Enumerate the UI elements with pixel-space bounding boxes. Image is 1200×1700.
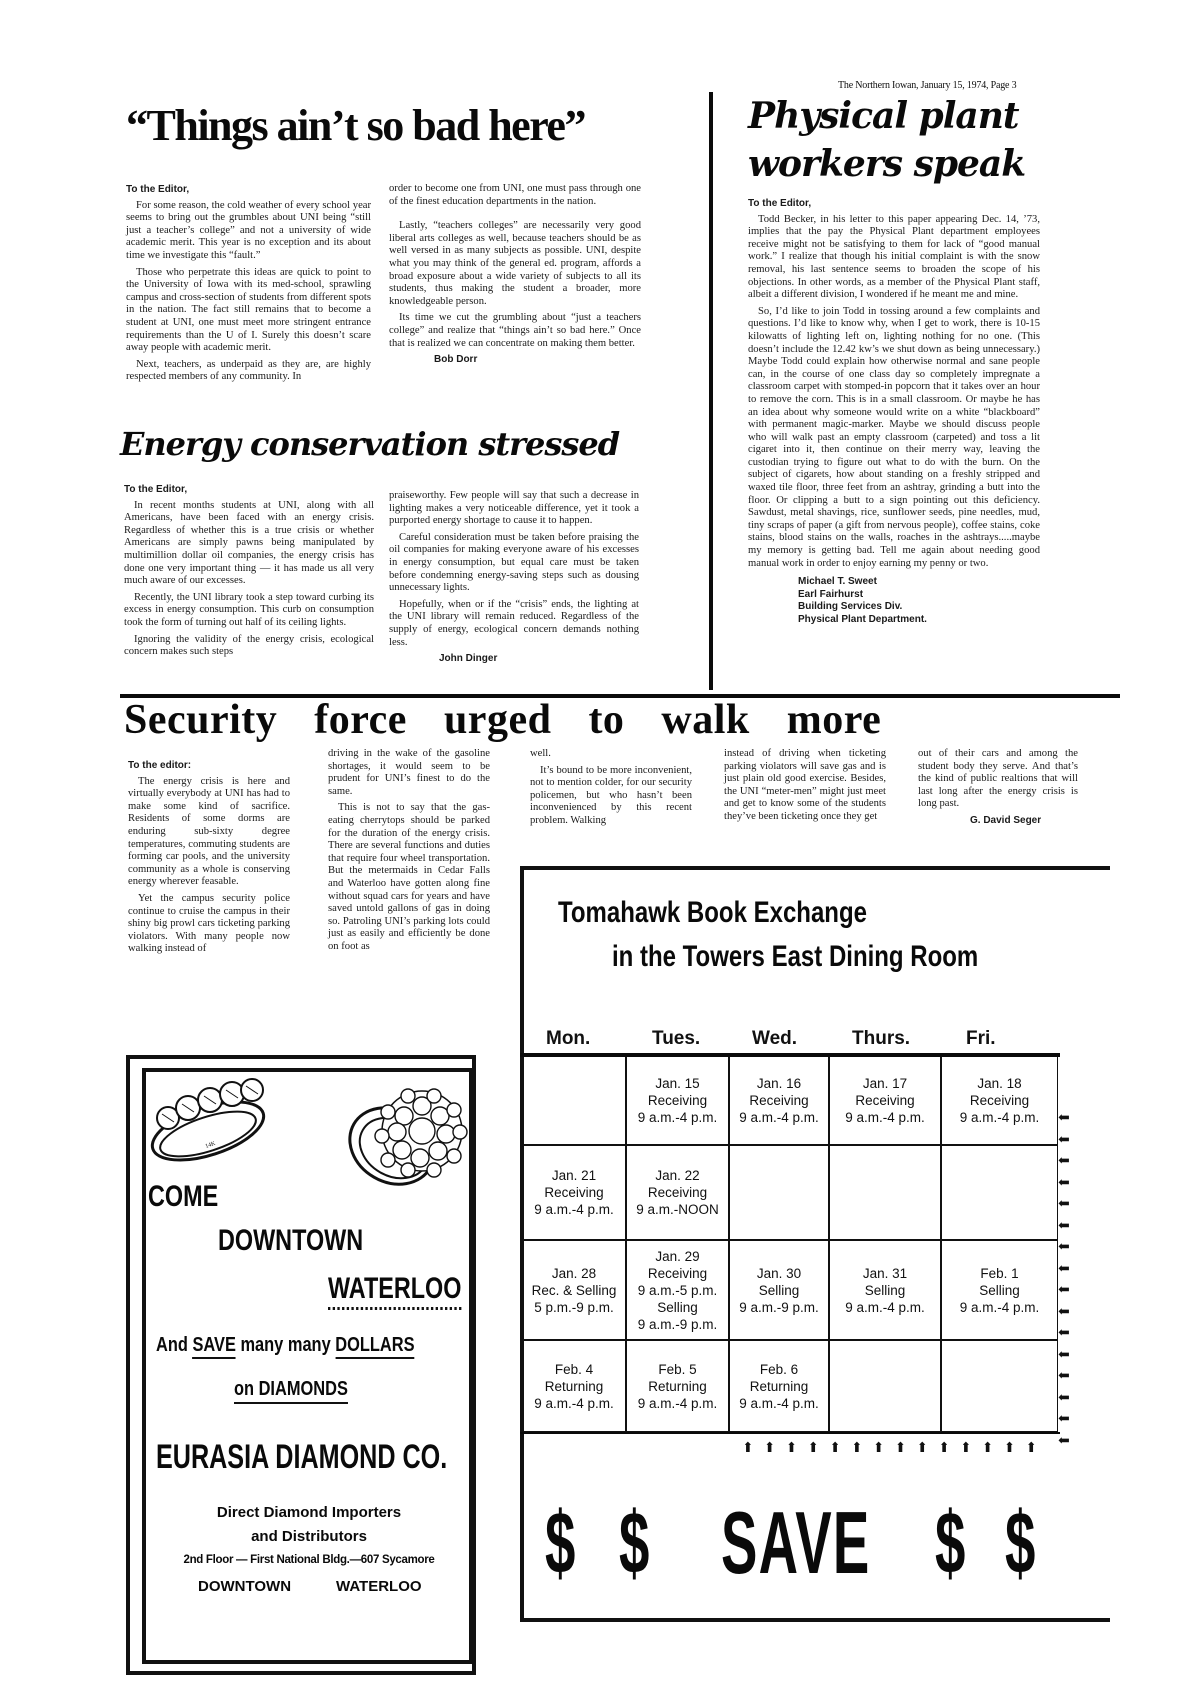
paragraph: Recently, the UNI library took a step toward curbing its excess in energy consumption. This curb on consumption took the form of turning out half of its ceiling lights. bbox=[124, 591, 374, 628]
cell-detail: Returning bbox=[544, 1378, 604, 1394]
paragraph: This is not to say that the gas-eating cherrytops should be parked for the duration of the energy crisis. There are several functions and duties that require four wheel transportation. But the metermaids in Cedar Falls and Waterloo have gotten along fine without squad cars for years and have saved untold gallons of gas in doing so. Patroling UNI’s parking lots could just as easily and efficiently be done on foot as bbox=[328, 802, 490, 952]
cell-date: Jan. 28 bbox=[551, 1265, 597, 1281]
cell-detail: Receiving bbox=[647, 1185, 708, 1200]
cell-detail: 9 a.m.-4 p.m. bbox=[637, 1395, 718, 1411]
cell-detail: Rec. & Selling bbox=[531, 1282, 617, 1298]
schedule-bottom-rule bbox=[520, 1432, 1060, 1434]
ad-word: many many bbox=[240, 1334, 331, 1356]
schedule-cell bbox=[941, 1240, 1058, 1340]
arrow-up-icon: ⬆ bbox=[872, 1441, 885, 1456]
security-column-2 bbox=[328, 748, 490, 958]
cell-date: Feb. 6 bbox=[759, 1361, 799, 1377]
arrow-up-icon: ⬆ bbox=[763, 1441, 776, 1456]
salutation: To the Editor, bbox=[126, 184, 190, 195]
arrow-up-icon: ⬆ bbox=[807, 1441, 820, 1456]
arrow-left-icon: ⬅ bbox=[1058, 1283, 1070, 1298]
ad-word-save: SAVE bbox=[192, 1334, 235, 1359]
day-header-tues: Tues. bbox=[652, 1028, 701, 1049]
cell-detail: 9 a.m.-4 p.m. bbox=[739, 1395, 819, 1411]
schedule-cell bbox=[729, 1340, 829, 1432]
ad-line-downtown: DOWNTOWN bbox=[218, 1224, 364, 1257]
dollar-sign: $ bbox=[1005, 1493, 1036, 1592]
schedule-cell bbox=[522, 1240, 626, 1340]
schedule-cell bbox=[729, 1057, 829, 1145]
things-column-1 bbox=[126, 184, 371, 388]
paragraph: Its time we cut the grumbling about “just a teachers college” and realize that “things ain’t so bad here.” Once that is realized we can concentrate on making them better. bbox=[389, 312, 641, 349]
arrow-left-icon: ⬅ bbox=[1058, 1304, 1070, 1320]
cell-detail: 9 a.m.-4 p.m. bbox=[959, 1299, 1040, 1315]
eternity-ring-icon bbox=[146, 1076, 276, 1166]
ad-save-dollars-line bbox=[156, 1334, 471, 1357]
cell-detail: Receiving bbox=[647, 1093, 708, 1108]
schedule-cell bbox=[829, 1145, 941, 1240]
cell-date: Feb. 4 bbox=[554, 1361, 594, 1377]
ad-footer-waterloo: WATERLOO bbox=[336, 1578, 422, 1595]
schedule-cell bbox=[626, 1057, 729, 1145]
paragraph: Lastly, “teachers colleges” are necessarily very good liberal arts colleges as well, because teachers should be as well versed in as many subjects as possible. UNI, despite what you may think of the general ed. program, affords a broad exposure about a wide variety of subjects to all its students, thus making the student a broader, more knowledgeable person. bbox=[389, 220, 641, 307]
security-column-3 bbox=[530, 748, 692, 832]
cell-detail: 9 a.m.-4 p.m. bbox=[959, 1110, 1040, 1125]
arrow-left-icon: ⬅ bbox=[1058, 1154, 1070, 1169]
tomahawk-title-line-2: in the Towers East Dining Room bbox=[612, 940, 979, 973]
arrow-up-icon: ⬆ bbox=[785, 1441, 798, 1456]
schedule-cell bbox=[626, 1145, 729, 1240]
cell-detail: Selling bbox=[657, 1299, 698, 1315]
arrow-up-icon: ⬆ bbox=[916, 1441, 929, 1456]
cell-detail: Receiving bbox=[544, 1185, 604, 1200]
day-header-wed: Wed. bbox=[752, 1028, 798, 1049]
signature: Bob Dorr bbox=[434, 354, 478, 366]
cell-detail: 9 a.m.-4 p.m. bbox=[534, 1202, 614, 1217]
paragraph: praiseworthy. Few people will say that such a decrease in lighting makes a very noticeable difference, yet it took a purported energy shortage to cause it to happen. bbox=[389, 490, 639, 527]
schedule-cell bbox=[941, 1340, 1058, 1432]
headline-security-force: Security force urged to walk more bbox=[124, 697, 882, 743]
signature-line: Michael T. Sweet bbox=[798, 576, 877, 588]
ad-tagline-1: Direct Diamond Importers bbox=[216, 1504, 402, 1521]
paragraph: In recent months students at UNI, along with all Americans, have been faced with an energy crisis. Regardless of whether this is a true crisis or whether Americans are simply pawns being manipulated by multimillion dollar oil companies, the energy crisis has done one very important thing — it has made us all very much aware of our excesses. bbox=[124, 499, 374, 587]
cell-date: Jan. 21 bbox=[551, 1168, 597, 1183]
save-word: SAVE bbox=[721, 1493, 871, 1592]
paragraph: The energy crisis is here and virtually everybody at UNI has had to make some kind of sacrifice. Residents of some dorms are enduring sub-sixty degree temperatures, commuting students are forming car pools, and the university community as a whole is conserving energy wherever feasable. bbox=[128, 775, 290, 888]
paragraph: Next, teachers, as underpaid as they are, are highly respected members of any community. In bbox=[126, 358, 371, 383]
things-column-2 bbox=[389, 183, 641, 367]
paragraph: driving in the wake of the gasoline shortages, it would seem to be prudent for UNI’s finest to do the same. bbox=[328, 748, 490, 797]
headline-things-aint-so-bad: “Things ain’t so bad here” bbox=[126, 101, 585, 150]
arrow-up-icon: ⬆ bbox=[742, 1441, 754, 1456]
salutation: To the editor: bbox=[128, 760, 192, 771]
arrow-left-icon: ⬅ bbox=[1058, 1240, 1070, 1255]
paragraph: Yet the campus security police continue to cruise the campus in their shiny big prowl cars ticketing parking violators. With many people now walking instead of bbox=[128, 892, 290, 955]
schedule-cell bbox=[626, 1340, 729, 1432]
paragraph: instead of driving when ticketing parking violators will save gas and is just plain old good exercise. Besides, the UNI “meter-men” might just meet and get to know some of the students they’ve been ticketing once they get bbox=[724, 748, 886, 822]
schedule-cell bbox=[522, 1340, 626, 1432]
cell-detail: 9 a.m.-4 p.m. bbox=[534, 1395, 614, 1411]
ad-company-name: EURASIA DIAMOND CO. bbox=[156, 1438, 448, 1476]
paragraph: Todd Becker, in his letter to this paper appearing Dec. 14, ’73, implies that the pay the Physical Plant department employees receive might not be satisfying to them for lack of “good manual work.” I realize that though his initial complaint is with the snow removal, his last sentence seems to broaden the scope of his objections. In other words, as a member of the Physical Plant staff, albeit a different division, I wondered if he meant me and mine. bbox=[748, 213, 1040, 301]
salutation: To the Editor, bbox=[748, 198, 812, 209]
arrow-up-icon: ⬆ bbox=[1025, 1441, 1038, 1456]
paragraph: It’s bound to be more inconvenient, not to mention colder, for our security policemen, but who hasn’t been inconvenienced by this recent problem. Walking bbox=[530, 764, 692, 826]
signature-line: Physical Plant Department. bbox=[798, 613, 927, 625]
signature-line: Earl Fairhurst bbox=[798, 588, 864, 600]
day-header-mon: Mon. bbox=[546, 1028, 591, 1049]
cell-detail: Selling bbox=[979, 1282, 1020, 1298]
paragraph: So, I’d like to join Todd in tossing around a few complaints and questions. I’d like to know why, when I get to work, there is 10-15 kilowatts of lighting left on, lighting nothing for no one. (This doesn’t include the 12.42 kw’s we shut down as being unnecessary.) Maybe Todd could explain how otherwise normal and sane people can, in the course of one class day so completely impregnate a classroom carpet with stomped-in popcorn that it takes over an hour to remove the corn. This is in a small classroom. Or maybe he has an idea about why someone would write on a white “blackboard” with permanent magic-marker. Maybe we should discuss people who will walk past an empty classroom (carpeted) and toss a lit cigaret into it, then continue on their merry way, leaving the custodian trying to figure out what to do with the burn. On the subject of cigarets, how about standing on a freshly stripped and waxed tile floor, three feet from an ashtray, grinding a butt into the floor. Or clipping a butt to a sign pointing out this deficiency. Sawdust, metal shavings, rice, sunflower seeds, pine needles, mud, tiny scraps of paper (a gift from nervous people), coffee stains, coke stains, blood stains on the walls, roaches in the ashtrays.....maybe my memory is getting bad. Tell me again about needing good manual work in order to enjoy earning my penny or two. bbox=[748, 305, 1040, 569]
physical-plant-body bbox=[748, 198, 1040, 626]
arrow-left-icon: ⬅ bbox=[1058, 1412, 1070, 1427]
energy-column-1 bbox=[124, 484, 374, 663]
dollar-sign: $ bbox=[545, 1493, 576, 1592]
ad-address: 2nd Floor — First National Bldg.—607 Sycamore bbox=[183, 1554, 435, 1566]
cell-date: Feb. 1 bbox=[980, 1265, 1019, 1281]
arrow-left-icon: ⬅ bbox=[1058, 1347, 1070, 1363]
headline-line: Physical plant bbox=[748, 95, 1019, 137]
security-column-5 bbox=[918, 748, 1078, 827]
arrow-left-icon: ⬅ bbox=[1058, 1326, 1070, 1341]
paragraph: well. bbox=[530, 748, 551, 759]
cell-detail: Returning bbox=[648, 1378, 707, 1394]
tomahawk-title-line-1: Tomahawk Book Exchange bbox=[558, 896, 867, 929]
arrow-left-icon: ⬅ bbox=[1058, 1390, 1070, 1406]
cell-date: Jan. 30 bbox=[756, 1265, 802, 1281]
cell-detail: Selling bbox=[758, 1282, 800, 1298]
cell-detail: 9 a.m.-4 p.m. bbox=[739, 1110, 819, 1125]
headline-line: workers speak bbox=[748, 143, 1026, 185]
diamond-ad bbox=[142, 1068, 472, 1664]
energy-column-2 bbox=[389, 490, 639, 666]
arrow-left-icon: ⬅ bbox=[1058, 1175, 1070, 1191]
column-divider bbox=[709, 92, 713, 690]
cell-date: Jan. 18 bbox=[977, 1076, 1022, 1091]
arrow-left-icon: ⬅ bbox=[1058, 1132, 1070, 1148]
schedule-cell bbox=[522, 1145, 626, 1240]
cell-date: Jan. 31 bbox=[862, 1265, 908, 1281]
ad-line-come: COME bbox=[148, 1180, 219, 1213]
day-header-fri: Fri. bbox=[966, 1028, 996, 1049]
schedule-cell bbox=[729, 1240, 829, 1340]
cell-detail: Receiving bbox=[855, 1093, 915, 1108]
cell-date: Jan. 16 bbox=[756, 1076, 802, 1091]
paragraph: Careful consideration must be taken before praising the oil companies for making everyone aware of his excesses in energy consumption, but equal care must be taken before condemning energy-saving steps such as dousing unnecessary lights. bbox=[389, 531, 639, 594]
cell-detail: 9 a.m.-NOON bbox=[636, 1202, 719, 1217]
schedule-cell bbox=[829, 1057, 941, 1145]
cell-detail: Receiving bbox=[647, 1265, 708, 1281]
arrow-up-icon: ⬆ bbox=[981, 1441, 994, 1456]
arrow-left-icon: ⬅ bbox=[1058, 1111, 1070, 1126]
ad-on-diamonds: on DIAMONDS bbox=[234, 1378, 373, 1404]
arrow-left-icon: ⬅ bbox=[1058, 1261, 1070, 1277]
salutation: To the Editor, bbox=[124, 484, 188, 495]
signature-line: Building Services Div. bbox=[798, 601, 903, 613]
schedule-cell bbox=[941, 1145, 1058, 1240]
dollar-sign: $ bbox=[935, 1493, 966, 1592]
arrow-up-icon: ⬆ bbox=[829, 1441, 841, 1456]
schedule-cell bbox=[729, 1145, 829, 1240]
schedule-cell bbox=[829, 1340, 941, 1432]
cell-detail: 9 a.m.-9 p.m. bbox=[739, 1299, 819, 1315]
schedule-cell bbox=[626, 1240, 729, 1340]
paragraph: order to become one from UNI, one must pass through one of the finest education departments in the nation. bbox=[389, 183, 641, 207]
security-column-4 bbox=[724, 748, 886, 828]
cell-date: Feb. 5 bbox=[658, 1361, 697, 1377]
ad-line-waterloo: WATERLOO bbox=[328, 1272, 499, 1310]
cell-detail: Receiving bbox=[969, 1093, 1030, 1108]
arrow-left-icon: ⬅ bbox=[1058, 1369, 1070, 1384]
karat-mark: 14K bbox=[204, 1140, 217, 1150]
arrow-up-icon: ⬆ bbox=[938, 1441, 950, 1456]
paragraph: Hopefully, when or if the “crisis” ends, the lighting at the UNI library will remain reduced. Regardless of the supply of energy, ecological concern demands nothing less. bbox=[389, 598, 639, 648]
cell-detail: Returning bbox=[749, 1378, 809, 1394]
schedule-cell bbox=[522, 1057, 626, 1145]
schedule-cell bbox=[829, 1240, 941, 1340]
ad-word: And bbox=[156, 1334, 188, 1356]
signature-block bbox=[748, 576, 1040, 626]
cell-detail: 9 a.m.-5 p.m. bbox=[637, 1282, 718, 1298]
cell-detail: 9 a.m.-4 p.m. bbox=[845, 1299, 925, 1315]
arrow-left-icon: ⬅ bbox=[1058, 1433, 1070, 1449]
cell-detail: Selling bbox=[864, 1282, 906, 1298]
arrow-up-icon: ⬆ bbox=[960, 1441, 972, 1456]
paragraph: For some reason, the cold weather of every school year seems to bring out the grumbles about UNI being “still just a teacher’s college” and not a university of wide academic merit. This year is no exception and its about time we investigate this “fault.” bbox=[126, 199, 371, 261]
cell-date: Jan. 22 bbox=[655, 1168, 700, 1183]
arrow-left-icon: ⬅ bbox=[1058, 1218, 1070, 1234]
schedule-cell bbox=[941, 1057, 1058, 1145]
ad-footer-downtown: DOWNTOWN bbox=[198, 1578, 292, 1595]
day-header-thurs: Thurs. bbox=[852, 1028, 911, 1049]
cell-detail: 9 a.m.-4 p.m. bbox=[637, 1110, 718, 1125]
signature: G. David Seger bbox=[970, 814, 1042, 826]
security-column-1 bbox=[128, 760, 290, 960]
signature: John Dinger bbox=[439, 653, 498, 665]
paragraph: out of their cars and among the student body they serve. And that’s the kind of public realtions that will last long after the energy crisis is long past. bbox=[918, 748, 1078, 810]
ad-word-dollars: DOLLARS bbox=[335, 1334, 414, 1359]
save-banner bbox=[545, 1492, 1065, 1592]
cell-detail: 9 a.m.-9 p.m. bbox=[637, 1316, 718, 1332]
paragraph: Ignoring the validity of the energy crisis, ecological concern makes such steps bbox=[124, 633, 374, 658]
ad-tagline-2: and Distributors bbox=[251, 1528, 367, 1545]
paragraph: Those who perpetrate this ideas are quick to point to the University of Iowa with its med-school, sprawling campus and cross-section of students from different spots in the nation. The fact still remains that to become a student at UNI, one must meet more stringent entrance requirements than the U of I. Surely this doesn’t scare away people with academic merit. bbox=[126, 266, 371, 354]
cell-date: Jan. 17 bbox=[862, 1076, 908, 1091]
arrow-up-icon: ⬆ bbox=[1003, 1441, 1016, 1456]
cluster-ring-icon bbox=[342, 1076, 472, 1206]
cell-detail: 5 p.m.-9 p.m. bbox=[534, 1299, 614, 1315]
arrow-left-icon: ⬅ bbox=[1058, 1197, 1070, 1212]
page-folio: The Northern Iowan, January 15, 1974, Page 3 bbox=[838, 80, 1017, 91]
headline-energy-conservation: Energy conservation stressed bbox=[120, 425, 620, 463]
cell-detail: Receiving bbox=[749, 1093, 809, 1108]
headline-physical-plant bbox=[748, 92, 1025, 188]
cell-date: Jan. 15 bbox=[655, 1076, 700, 1091]
cell-date: Jan. 29 bbox=[655, 1248, 700, 1264]
arrow-up-icon: ⬆ bbox=[894, 1441, 907, 1456]
cell-detail: 9 a.m.-4 p.m. bbox=[845, 1110, 925, 1125]
arrow-up-icon: ⬆ bbox=[851, 1441, 863, 1456]
dollar-sign: $ bbox=[619, 1493, 650, 1592]
